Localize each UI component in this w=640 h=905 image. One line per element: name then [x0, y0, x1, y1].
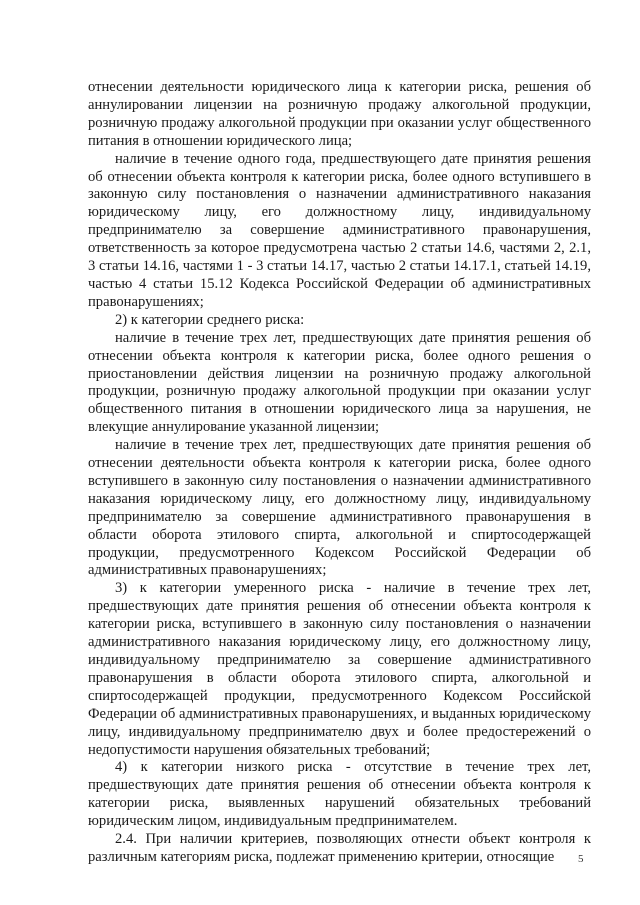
page-number: 5	[578, 853, 584, 865]
paragraph-one-year-violations: наличие в течение одного года, предшествующего дате принятия решения об отнесении объекта контроля к категории риска, более одного вступившего в законную силу постановления о назначении административного наказания юридическому лицу, его должностному лицу, индивидуальному предпринимателю за совершение административного правонарушения, ответственность за которое предусмотрена частью 2 статьи 14.6, частями 2, 2.1, 3 статьи 14.16, частями 1 - 3 статьи 14.17, частью 2 статьи 14.17.1, статьей 14.19, частью 4 статьи 15.12 Кодекса Российской Федерации об административных правонарушениях;	[88, 150, 591, 310]
paragraph-medium-risk-heading: 2) к категории среднего риска:	[115, 311, 305, 328]
paragraph-license-suspension: наличие в течение трех лет, предшествующих дате принятия решения об отнесении объекта контроля к категории риска, более одного решения о приостановлении действия лицензии на розничную продажу алкогольной продукции, розничную продажу алкогольной продукции при оказании услуг общественного питания в отношении юридического лица за нарушения, не влекущие аннулирование указанной лицензии;	[88, 329, 591, 436]
document-body	[88, 79, 591, 867]
paragraph-low-risk: 4) к категории низкого риска - отсутствие в течение трех лет, предшествующих дате принятия решения об отнесении объекта контроля к категории риска, выявленных нарушений обязательных требований юридическим лицом, индивидуальным предпринимателем.	[88, 759, 591, 830]
paragraph-three-year-violations: наличие в течение трех лет, предшествующих дате принятия решения об отнесении деятельности объекта контроля к категории риска, более одного вступившего в законную силу постановления о назначении административного наказания юридическому лицу, его должностному лицу, индивидуальному предпринимателю за совершение административного правонарушения в области оборота этилового спирта, алкогольной и спиртосодержащей продукции, предусмотренного Кодексом Российской Федерации об административных правонарушениях;	[88, 437, 591, 579]
paragraph-license-annulment-continued: отнесении деятельности юридического лица к категории риска, решения об аннулировании лицензии на розничную продажу алкогольной продукции, розничную продажу алкогольной продукции при оказании услуг общественного питания в отношении юридического лица;	[88, 79, 591, 149]
paragraph-moderate-risk: 3) к категории умеренного риска - наличие в течение трех лет, предшествующих дате принятия решения об отнесении объекта контроля к категории риска, вступившего в законную силу постановления о назначении административного наказания юридическому лицу, его должностному лицу, индивидуальному предпринимателю за совершение административного правонарушения в области оборота этилового спирта, алкогольной и спиртосодержащей продукции, предусмотренного Кодексом Российской Федерации об административных правонарушениях, и выданных юридическому лицу, индивидуальному предпринимателю двух и более предостережений о недопустимости нарушения обязательных требований;	[88, 580, 591, 758]
paragraph-2-4-criteria: 2.4. При наличии критериев, позволяющих отнести объект контроля к различным категориям риска, подлежат применению критерии, относящие	[88, 831, 591, 865]
